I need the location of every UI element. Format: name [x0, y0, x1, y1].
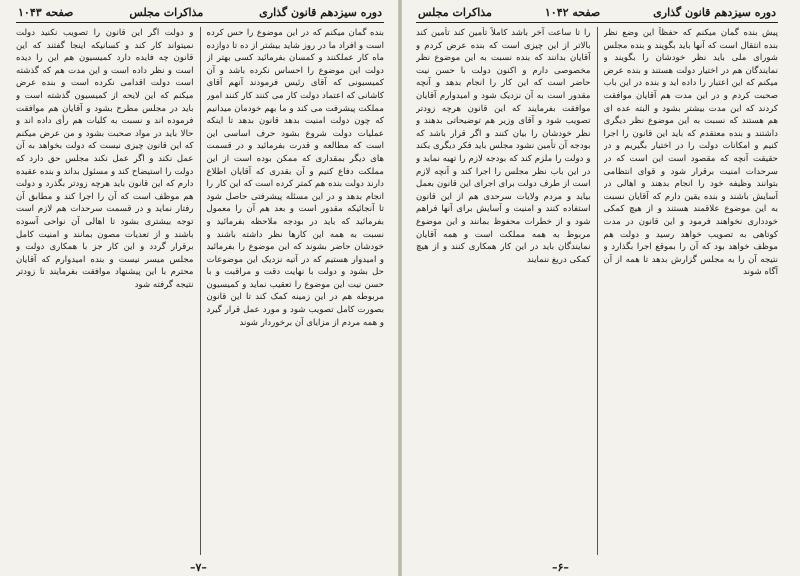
- left-page-number: صفحه ۱۰۴۳: [18, 6, 74, 19]
- left-column-divider: [200, 27, 201, 555]
- right-page-footer: –۶–: [552, 561, 569, 574]
- left-header-rule: [16, 22, 384, 23]
- right-column-divider: [597, 27, 598, 555]
- left-header-center: مذاکرات مجلس: [129, 6, 204, 19]
- right-header-center: مذاکرات مجلس: [418, 6, 492, 19]
- right-header-rule: [416, 22, 778, 23]
- left-columns: [16, 27, 384, 555]
- right-page: [402, 0, 800, 576]
- left-page-footer: –۷–: [190, 561, 207, 574]
- right-column-right: پیش بنده گمان میکنم که حفظاً این وضع نظر بنده انتقال است که آنها باید بگویند و بنده مجلس شورای ملی باید نظر خودشان را بگویند و نمایندگان هم در اختیار دولت هستند و بنده عرض میکنم که این اعتبار را داده اید و بنده در این باب صحبت کردم و در این مدت هم آقایان موافقت کردند که این مدت بیشتر بشود و البته عده ای هم هستند که نسبت به این موضوع نظر دیگری داشتند و بنده معتقدم که باید این قانون را اجرا کنیم و امکانات دولت را در اختیار بگیریم و در حقیقت آنچه که مقصود است این است که در سرحدات امنیت برقرار شود و قوای انتظامی بتوانند وظیفه خود را انجام بدهند و اهالی در آسایش باشند و بنده یقین دارم که آقایان نسبت به این موضوع علاقمند هستند و از هیچ کمکی خودداری نخواهند فرمود و این قانون در مدت کوتاهی به تصویب خواهد رسید و دولت هم موظف خواهد بود که آن را بموقع اجرا بگذارد و نتیجه آن را به مجلس گزارش بدهد تا همه از آن آگاه شوند: [603, 28, 778, 278]
- right-page-header: [416, 6, 778, 22]
- left-page-header: [16, 6, 384, 22]
- left-page: [0, 0, 398, 576]
- right-columns: [416, 27, 778, 555]
- right-page-number: صفحه ۱۰۴۲: [544, 6, 601, 19]
- left-column-right: بنده گمان میکنم که در این موضوع را حس کرده است و افراد ما در روز شاید بیشتر از ده تا دوازده ماه کار عملکنند و کمسان بفرمائید کسی بهتر از دولت این موضوع را احساس نکرده باشد و آن کمیسیونی که آقای رئیس فرمودند آنهم آقای کاشانی که اعتماد دولت کار می کنند کار کنند امور مملکت پیشرفت می کند و ما بهم خودمان میدانیم که چون دولت امنیت بدهد قانون بدهد تا اینکه عملیات دولت شروع بشود حرف اساسی این است که مطالعه و قدرت بفرمائید و در قسمت های دیگر بمقداری که ممکن بوده است از این مملکت دفاع کنیم و آن بقدری که آقایان اطلاع دارند دولت بنده هم کمتر کرده است که این کار را انجام بدهد و در این مسئله پیشرفتی حاصل شود تا آنجائیکه مقدور است و بعد هم آن را معمول بفرمائید که باید در بودجه ملاحظه بفرمائید و نسبت به همه این کارها نظر داشته باشند و خودشان حاضر بشوند که این موضوع را بفرمائید و امیدوار هستیم که در آتیه نزدیک این موضوعات حل بشود و دولت با نهایت دقت و مراقبت و با حسن نیت این موضوع را تعقیب نماید و کمیسیون مربوطه هم در این زمینه کمک کند تا این قانون بصورت کامل تصویب شود و مورد عمل قرار گیرد و همه مردم از مزایای آن برخوردار شوند: [206, 28, 384, 328]
- right-header-title: دوره سیزدهم قانون گذاری: [653, 6, 776, 19]
- left-header-title: دوره سیزدهم قانون گذاری: [259, 6, 382, 19]
- right-column-left: را تا ساعت آخر باشد کاملاً تأمین کند تأمین کند بالاتر از این چیزی است که بنده عرض کردم و آقایان بدانند که بنده نسبت به این موضوع نظر مخصوصی دارم و اکنون دولت با حسن نیت حاضر است که این کار را انجام بدهد و آنچه مقدور است به آن نزدیک شود و امیدوارم آقایان موافقت بفرمایند که این قانون هرچه زودتر تصویب شود و آقای وزیر هم توضیحاتی بدهند و نظر خودشان را بیان کنند و اگر قرار باشد که بودجه آن تأمین نشود مجلس باید فکر دیگری بکند و دولت را ملزم کند که بودجه لازم را تهیه نماید و در این باب نظر مجلس را اجرا کند و آنچه لازم است از طرف دولت برای اجرای این قانون بعمل بیاید و مردم ولایات سرحدی هم از این قانون استفاده کنند و امنیت و آسایش برای آنها فراهم شود و از خطرات محفوظ بمانند و این موضوع مربوط به همه مملکت است و همه آقایان نمایندگان باید در این کار همکاری کنند و از هیچ کمکی دریغ ننمایند: [416, 28, 591, 265]
- left-column-left: و دولت اگر این قانون را تصویب نکنید دولت نمیتواند کار کند و کسانیکه اینجا گفتند که این قانون چه فایده دارد کمیسیون هم این را دیده است و نظر داده است و این مدت هم که گذشته است دولت اقدامی نکرده است و بنده عرض میکنم که این لایحه از کمیسیون گذشته است و باید در مجلس مطرح بشود و آقایان هم موافقت فرموده اند و نسبت به کلیات هم رأی داده اند و حالا باید در مواد صحبت بشود و من عرض میکنم که این قانون چیزی نیست که دولت بخواهد به آن عمل نکند و اگر عمل نکند مجلس حق دارد که دولت را استیضاح کند و مسئول بداند و بنده عقیده دارم که این قانون باید هرچه زودتر بگذرد و دولت هم موظف است که آن را اجرا کند و مطابق آن رفتار نماید و در قسمت سرحدات هم لازم است توجه بیشتری بشود تا اهالی آن نواحی آسوده باشند و از تعدیات مصون بمانند و امنیت کامل برقرار گردد و این کار جز با همکاری دولت و مجلس میسر نیست و بنده امیدوارم که آقایان محترم با این پیشنهاد موافقت بفرمایند تا زودتر نتیجه گرفته شود: [16, 28, 194, 290]
